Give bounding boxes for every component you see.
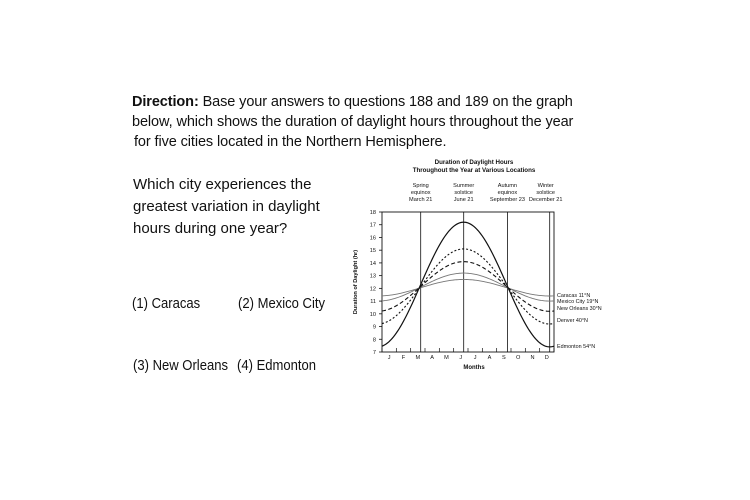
y-tick-label-18: 18 [369, 210, 376, 216]
marker-label-2-2: September 23 [489, 197, 525, 203]
marker-label-2-1: equinox [497, 190, 518, 196]
choice-2[interactable]: (2) Mexico City [238, 296, 326, 312]
month-label-1: F [401, 355, 406, 361]
y-tick-label-15: 15 [369, 248, 376, 255]
marker-label-0-1: equinox [410, 190, 431, 196]
chart-title: Duration of Daylight Hours [434, 159, 514, 166]
x-axis-label: Months [463, 365, 485, 371]
series-label-2: New Orleans 30°N [557, 306, 602, 312]
direction-label: Direction: [132, 94, 199, 110]
marker-label-1-0: Summer [453, 183, 475, 189]
chart-subtitle: Throughout the Year at Various Locations [412, 167, 536, 174]
y-tick-label-10: 10 [369, 311, 376, 318]
marker-label-3-0: Winter [537, 183, 554, 189]
marker-label-1-1: solstice [454, 190, 474, 196]
y-tick-label-16: 16 [369, 235, 376, 242]
month-label-9: O [515, 355, 521, 361]
month-label-4: M [444, 355, 449, 361]
month-label-6: J [473, 355, 477, 361]
y-tick-label-13: 13 [369, 273, 376, 280]
series-label-3: Denver 40°N [557, 318, 588, 324]
y-tick-label-14: 14 [369, 260, 376, 267]
question-line-1: Which city experiences the [133, 176, 312, 193]
marker-label-0-0: Spring [412, 183, 429, 189]
month-label-10: N [530, 355, 535, 361]
y-tick-label-17: 17 [369, 222, 376, 229]
y-tick-label-8: 8 [372, 337, 376, 344]
series-curve-1 [382, 273, 554, 301]
choice-3[interactable]: (3) New Orleans [133, 358, 229, 374]
month-label-2: M [415, 355, 421, 361]
series-label-1: Mexico City 19°N [557, 299, 599, 305]
month-label-8: S [501, 355, 506, 361]
marker-label-0-2: March 21 [409, 197, 433, 203]
choice-4[interactable]: (4) Edmonton [237, 358, 317, 374]
series-curve-4 [382, 222, 554, 347]
marker-label-1-2: June 21 [453, 197, 474, 203]
series-label-4: Edmonton 54°N [557, 344, 596, 350]
month-label-7: A [487, 355, 492, 361]
y-tick-label-7: 7 [372, 350, 376, 356]
marker-label-3-2: December 21 [528, 197, 563, 203]
choice-1[interactable]: (1) Caracas [132, 296, 201, 312]
direction-line-2: below, which shows the duration of daylight hours throughout the year [132, 114, 574, 130]
plot-frame [382, 212, 554, 352]
marker-label-3-1: solstice [536, 190, 556, 196]
y-tick-label-11: 11 [370, 299, 376, 306]
series-label-0: Caracas 11°N [557, 293, 591, 299]
question-line-3: hours during one year? [133, 220, 288, 237]
y-axis-label: Duration of Daylight (hr) [353, 249, 359, 315]
direction-line-3: for five cities located in the Northern Hemisphere. [134, 134, 447, 150]
question-line-2: greatest variation in daylight [133, 198, 320, 215]
month-label-0: J [387, 355, 391, 361]
month-label-11: D [544, 355, 549, 361]
y-tick-label-12: 12 [369, 286, 376, 293]
y-tick-label-9: 9 [372, 324, 376, 331]
marker-label-2-0: Autumn [497, 183, 518, 189]
direction-line-1: Base your answers to questions 188 and 189 on the graph [198, 94, 573, 110]
month-label-3: A [430, 355, 435, 361]
month-label-5: J [459, 355, 463, 361]
